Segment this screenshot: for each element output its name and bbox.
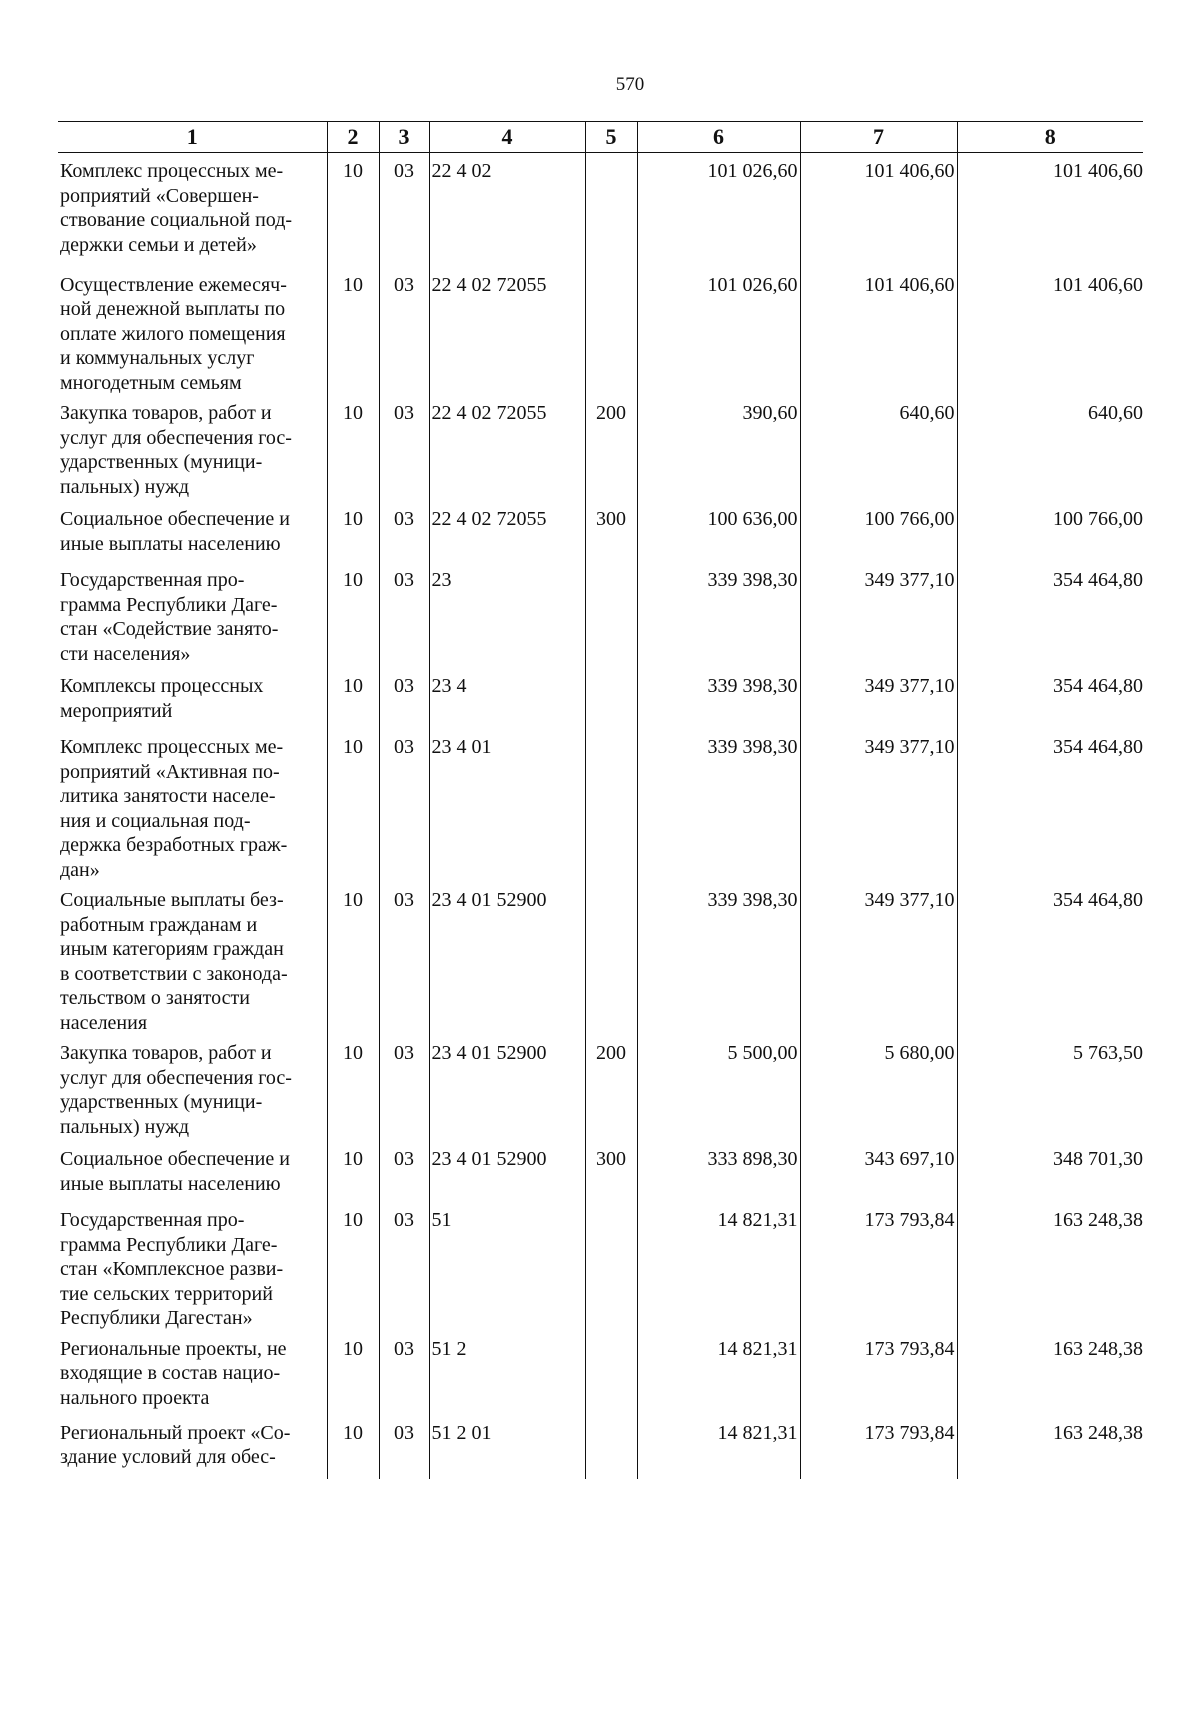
table-row [58,153,1143,267]
cell-expense-type [585,1415,637,1479]
cell-name: Социальное обеспечение и иные выплаты населению [60,1148,290,1195]
cell-amount-year2: 349 377,10 [800,668,957,729]
cell-section: 10 [327,395,379,501]
cell-section: 10 [327,882,379,1035]
cell-expense-type [585,882,637,1035]
cell-expense-type: 300 [585,501,637,562]
header-row [58,122,1143,153]
header-col-3: 3 [379,122,429,153]
cell-name: Комплексы процессных мероприятий [60,675,264,722]
cell-amount-year3: 101 406,60 [957,267,1143,396]
table-row [58,729,1143,882]
cell-subsection: 03 [379,1415,429,1479]
cell-amount-year2: 349 377,10 [800,729,957,882]
table-row [58,1331,1143,1415]
table-row [58,562,1143,668]
cell-amount-year3: 101 406,60 [957,153,1143,267]
header-col-6: 6 [637,122,800,153]
cell-amount-year2: 343 697,10 [800,1141,957,1202]
table-header [58,122,1143,153]
table-row [58,1035,1143,1141]
cell-amount-year2: 349 377,10 [800,562,957,668]
cell-section: 10 [327,562,379,668]
cell-subsection: 03 [379,562,429,668]
cell-expense-type: 200 [585,1035,637,1141]
cell-amount-year3: 5 763,50 [957,1035,1143,1141]
cell-section: 10 [327,1331,379,1415]
cell-name: Комплекс процессных ме- роприятий «Совершен- ствование социальной под- держки семьи и детей» [60,160,293,256]
cell-name: Социальное обеспечение и иные выплаты населению [60,508,290,555]
cell-amount-year1: 101 026,60 [637,267,800,396]
cell-expense-type [585,1331,637,1415]
cell-section: 10 [327,153,379,267]
cell-subsection: 03 [379,1141,429,1202]
header-col-1: 1 [58,122,327,153]
cell-amount-year2: 173 793,84 [800,1415,957,1479]
cell-amount-year2: 349 377,10 [800,882,957,1035]
cell-amount-year3: 163 248,38 [957,1202,1143,1331]
cell-amount-year3: 354 464,80 [957,562,1143,668]
page-number: 570 [615,74,645,95]
budget-table [58,121,1143,1479]
cell-expense-type [585,668,637,729]
cell-amount-year2: 5 680,00 [800,1035,957,1141]
cell-subsection: 03 [379,153,429,267]
cell-amount-year1: 339 398,30 [637,668,800,729]
cell-subsection: 03 [379,501,429,562]
table-row [58,267,1143,396]
cell-name: Региональный проект «Со- здание условий для обес- [60,1421,291,1468]
cell-name: Региональные проекты, не входящие в состав нацио- нального проекта [60,1337,287,1409]
cell-expense-type [585,562,637,668]
cell-subsection: 03 [379,1202,429,1331]
cell-target-article: 22 4 02 72055 [429,395,585,501]
header-col-4: 4 [429,122,585,153]
table-row [58,668,1143,729]
cell-amount-year1: 339 398,30 [637,562,800,668]
header-col-8: 8 [957,122,1143,153]
cell-amount-year2: 640,60 [800,395,957,501]
cell-expense-type [585,267,637,396]
cell-amount-year3: 100 766,00 [957,501,1143,562]
cell-subsection: 03 [379,267,429,396]
cell-expense-type [585,153,637,267]
table-body [58,153,1143,1479]
cell-expense-type: 300 [585,1141,637,1202]
cell-section: 10 [327,267,379,396]
cell-amount-year2: 173 793,84 [800,1331,957,1415]
cell-target-article: 22 4 02 72055 [429,501,585,562]
header-col-5: 5 [585,122,637,153]
cell-expense-type: 200 [585,395,637,501]
cell-amount-year2: 173 793,84 [800,1202,957,1331]
cell-name: Закупка товаров, работ и услуг для обеспечения гос- ударственных (муници- пальных) нужд [60,1042,292,1138]
table-row [58,1202,1143,1331]
cell-section: 10 [327,668,379,729]
cell-target-article: 51 [429,1202,585,1331]
table-row [58,395,1143,501]
cell-amount-year1: 339 398,30 [637,729,800,882]
header-col-2: 2 [327,122,379,153]
cell-target-article: 23 4 [429,668,585,729]
cell-subsection: 03 [379,1035,429,1141]
cell-target-article: 23 4 01 52900 [429,1141,585,1202]
cell-name: Осуществление ежемесяч- ной денежной выплаты по оплате жилого помещения и коммунальных услуг многодетным семьям [60,273,287,394]
cell-amount-year2: 100 766,00 [800,501,957,562]
cell-target-article: 23 [429,562,585,668]
cell-amount-year1: 14 821,31 [637,1415,800,1479]
cell-amount-year3: 163 248,38 [957,1331,1143,1415]
cell-amount-year1: 14 821,31 [637,1331,800,1415]
cell-name: Закупка товаров, работ и услуг для обеспечения гос- ударственных (муници- пальных) нужд [60,402,292,498]
cell-section: 10 [327,1141,379,1202]
cell-subsection: 03 [379,668,429,729]
cell-amount-year3: 354 464,80 [957,668,1143,729]
cell-amount-year1: 5 500,00 [637,1035,800,1141]
cell-amount-year3: 348 701,30 [957,1141,1143,1202]
cell-name: Социальные выплаты без- работным гражданам и иным категориям граждан в соответствии с законода- тельством о занятости населения [60,889,288,1034]
cell-target-article: 23 4 01 52900 [429,1035,585,1141]
cell-amount-year1: 101 026,60 [637,153,800,267]
cell-expense-type [585,1202,637,1331]
cell-amount-year1: 390,60 [637,395,800,501]
cell-name: Государственная про- грамма Республики Даге- стан «Содействие занято- сти населения» [60,569,279,665]
cell-target-article: 23 4 01 52900 [429,882,585,1035]
cell-amount-year3: 354 464,80 [957,729,1143,882]
cell-amount-year2: 101 406,60 [800,153,957,267]
table-row [58,1415,1143,1479]
cell-amount-year1: 100 636,00 [637,501,800,562]
table-row [58,1141,1143,1202]
cell-target-article: 23 4 01 [429,729,585,882]
cell-amount-year1: 14 821,31 [637,1202,800,1331]
cell-target-article: 22 4 02 [429,153,585,267]
header-col-7: 7 [800,122,957,153]
cell-amount-year3: 354 464,80 [957,882,1143,1035]
cell-subsection: 03 [379,882,429,1035]
cell-amount-year1: 333 898,30 [637,1141,800,1202]
cell-expense-type [585,729,637,882]
cell-amount-year3: 640,60 [957,395,1143,501]
cell-subsection: 03 [379,1331,429,1415]
cell-name: Государственная про- грамма Республики Даге- стан «Комплексное разви- тие сельских территорий Республики Дагестан» [60,1209,284,1329]
cell-subsection: 03 [379,395,429,501]
cell-section: 10 [327,501,379,562]
cell-amount-year1: 339 398,30 [637,882,800,1035]
cell-target-article: 22 4 02 72055 [429,267,585,396]
cell-section: 10 [327,729,379,882]
cell-subsection: 03 [379,729,429,882]
table-row [58,501,1143,562]
cell-section: 10 [327,1202,379,1331]
table-row [58,882,1143,1035]
cell-target-article: 51 2 01 [429,1415,585,1479]
cell-amount-year3: 163 248,38 [957,1415,1143,1479]
cell-name: Комплекс процессных ме- роприятий «Активная по- литика занятости населе- ния и социальная под- держка безработных граж- дан» [60,736,288,881]
cell-target-article: 51 2 [429,1331,585,1415]
cell-section: 10 [327,1035,379,1141]
cell-section: 10 [327,1415,379,1479]
cell-amount-year2: 101 406,60 [800,267,957,396]
